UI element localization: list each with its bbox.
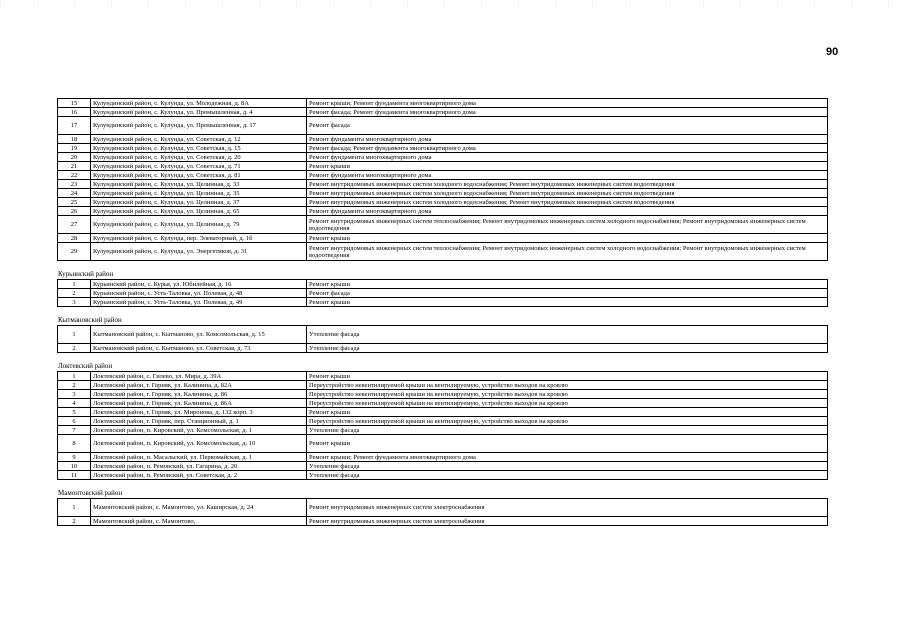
row-number-cell: 11 [58, 471, 91, 480]
table-row [58, 390, 828, 399]
page-number: 90 [826, 46, 839, 58]
row-number-cell: 25 [58, 198, 91, 207]
work-type-cell: Переустройство невентилируемой крыши на вентилируемую, устройство выходов на кровлю [307, 417, 828, 426]
work-type-cell: Утепление фасада [307, 462, 828, 471]
row-number-cell: 8 [58, 435, 91, 453]
address-cell: Курьинский район, с. Усть-Таловка, ул. Полевая, д. 49 [91, 298, 307, 307]
work-type-cell: Ремонт фундамента многоквартирного дома [307, 135, 828, 144]
table-row [58, 426, 828, 435]
table-row [58, 499, 828, 517]
address-cell: Кулундинский район, с. Кулунда, ул. Советская, д. 20 [91, 153, 307, 162]
table-row [58, 408, 828, 417]
work-type-cell: Утепление фасада [307, 471, 828, 480]
section-gap [57, 261, 828, 270]
table-row [58, 280, 828, 289]
table-row [58, 372, 828, 381]
work-type-cell: Ремонт крыши [307, 298, 828, 307]
table-row [58, 453, 828, 462]
address-cell: Кулундинский район, с. Кулунда, ул. Энергетиков, д. 31 [91, 243, 307, 261]
row-number-cell: 2 [58, 517, 91, 526]
address-cell: Кулундинский район, с. Кулунда, ул. Советская, д. 12 [91, 135, 307, 144]
address-cell: Кулундинский район, с. Кулунда, ул. Целинная, д. 33 [91, 180, 307, 189]
work-type-cell: Ремонт внутридомовых инженерных систем электроснабжения [307, 499, 828, 517]
table-row [58, 289, 828, 298]
table-row [58, 417, 828, 426]
table-row [58, 435, 828, 453]
table-row [58, 381, 828, 390]
address-cell: Кытмановский район, с. Кытманово, ул. Советская, д. 73 [91, 344, 307, 353]
table-row [58, 180, 828, 189]
row-number-cell: 21 [58, 162, 91, 171]
address-cell: Локтевский район, п. Кировский, ул. Комсомольская, д. 10 [91, 435, 307, 453]
table-row [58, 462, 828, 471]
work-type-cell: Ремонт крыши [307, 234, 828, 243]
work-type-cell: Утепление фасада [307, 426, 828, 435]
row-number-cell: 29 [58, 243, 91, 261]
work-type-cell: Ремонт внутридомовых инженерных систем холодного водоснабжения; Ремонт внутридомовых инженерных систем водоотведения [307, 189, 828, 198]
table-row [58, 99, 828, 108]
table-row [58, 171, 828, 180]
table-row [58, 144, 828, 153]
work-type-cell: Ремонт внутридомовых инженерных систем холодного водоснабжения; Ремонт внутридомовых инженерных систем водоотведения [307, 180, 828, 189]
address-cell: Кулундинский район, с. Кулунда, ул. Целинная, д. 35 [91, 189, 307, 198]
row-number-cell: 6 [58, 417, 91, 426]
table-row [58, 207, 828, 216]
row-number-cell: 9 [58, 453, 91, 462]
table-row [58, 216, 828, 234]
row-number-cell: 17 [58, 117, 91, 135]
table-row [58, 162, 828, 171]
row-number-cell: 24 [58, 189, 91, 198]
scan-artifact [0, 0, 904, 6]
row-number-cell: 26 [58, 207, 91, 216]
row-number-cell: 2 [58, 289, 91, 298]
work-type-cell: Переустройство невентилируемой крыши на вентилируемую, устройство выходов на кровлю [307, 390, 828, 399]
address-cell: Локтевский район, г. Горняк, ул. Миронова, д. 132 корп. 3 [91, 408, 307, 417]
address-cell: Кулундинский район, с. Кулунда, ул. Целинная, д. 79 [91, 216, 307, 234]
work-type-cell: Ремонт крыши; Ремонт фундамента многоквартирного дома [307, 99, 828, 108]
district-heading: Локтевский район [58, 362, 113, 370]
district-table [57, 498, 828, 526]
row-number-cell: 1 [58, 280, 91, 289]
work-type-cell: Ремонт крыши [307, 435, 828, 453]
district-heading: Мамонтовский район [58, 489, 123, 497]
row-number-cell: 2 [58, 381, 91, 390]
row-number-cell: 1 [58, 326, 91, 344]
address-cell: Локтевский район, п. Масальский, ул. Первомайская, д. 1 [91, 453, 307, 462]
work-type-cell: Ремонт фасада [307, 117, 828, 135]
table-row [58, 344, 828, 353]
section-gap [57, 307, 828, 316]
row-number-cell: 1 [58, 372, 91, 381]
work-type-cell: Ремонт фасада [307, 289, 828, 298]
table-row [58, 471, 828, 480]
row-number-cell: 4 [58, 399, 91, 408]
address-cell: Кулундинский район, с. Кулунда, ул. Советская, д. 71 [91, 162, 307, 171]
work-type-cell: Ремонт крыши [307, 162, 828, 171]
district-table [57, 371, 828, 480]
address-cell: Локтевский район, п. Ремовский, ул. Гагарина, д. 20 [91, 462, 307, 471]
district-heading: Кытмановский район [58, 316, 122, 324]
address-cell: Локтевский район, г. Горняк, ул. Калинина, д. 86 [91, 390, 307, 399]
table-row [58, 117, 828, 135]
row-number-cell: 28 [58, 234, 91, 243]
address-cell: Кулундинский район, с. Кулунда, ул. Молодежная, д. 8А [91, 99, 307, 108]
address-cell: Локтевский район, п. Кировский, ул. Комсомольская, д. 1 [91, 426, 307, 435]
table-row [58, 135, 828, 144]
table-row [58, 189, 828, 198]
work-type-cell: Ремонт внутридомовых инженерных систем теплоснабжения; Ремонт внутридомовых инженерных систем холодного водоснабжения; Ремонт внутридомовых инженерных систем водоотведения [307, 243, 828, 261]
table-row [58, 517, 828, 526]
row-number-cell: 3 [58, 390, 91, 399]
address-cell: Курьинский район, с. Курья, ул. Юбилейная, д. 16 [91, 280, 307, 289]
work-type-cell: Ремонт крыши [307, 408, 828, 417]
work-type-cell: Ремонт внутридомовых инженерных систем электроснабжения [307, 517, 828, 526]
row-number-cell: 7 [58, 426, 91, 435]
table-row [58, 234, 828, 243]
table-row [58, 243, 828, 261]
address-cell: Кулундинский район, с. Кулунда, ул. Целинная, д. 37 [91, 198, 307, 207]
work-type-cell: Ремонт внутридомовых инженерных систем холодного водоснабжения; Ремонт внутридомовых инженерных систем водоотведения [307, 198, 828, 207]
work-type-cell: Ремонт крыши; Ремонт фундамента многоквартирного дома [307, 453, 828, 462]
work-type-cell: Переустройство невентилируемой крыши на вентилируемую, устройство выходов на кровлю [307, 399, 828, 408]
table-row [58, 108, 828, 117]
section-gap [57, 353, 828, 362]
row-number-cell: 16 [58, 108, 91, 117]
work-type-cell: Ремонт крыши [307, 280, 828, 289]
address-cell: Локтевский район, г. Горняк, ул. Калинина, д. 82А [91, 381, 307, 390]
address-cell: Кулундинский район, с. Кулунда, ул. Советская, д. 15 [91, 144, 307, 153]
table-row [58, 326, 828, 344]
address-cell: Кулундинский район, с. Кулунда, ул. Советская, д. 81 [91, 171, 307, 180]
district-heading: Курьинский район [58, 270, 114, 278]
table-row [58, 399, 828, 408]
row-number-cell: 23 [58, 180, 91, 189]
work-type-cell: Ремонт фасада; Ремонт фундамента многоквартирного дома [307, 108, 828, 117]
address-cell: Кытмановский район, с. Кытманово, ул. Комсомольская, д. 15 [91, 326, 307, 344]
work-type-cell: Утепление фасада [307, 326, 828, 344]
document-body [57, 98, 828, 526]
work-type-cell: Ремонт фундамента многоквартирного дома [307, 171, 828, 180]
work-type-cell: Ремонт фундамента многоквартирного дома [307, 207, 828, 216]
address-cell: Кулундинский район, с. Кулунда, пер. Элеваторный, д. 1б [91, 234, 307, 243]
work-type-cell: Ремонт крыши [307, 372, 828, 381]
work-type-cell: Утепление фасада [307, 344, 828, 353]
row-number-cell: 18 [58, 135, 91, 144]
row-number-cell: 1 [58, 499, 91, 517]
district-table [57, 325, 828, 353]
address-cell: Мамонтовский район, с. Мамонтово, [91, 517, 307, 526]
table-row [58, 153, 828, 162]
table-row [58, 298, 828, 307]
row-number-cell: 5 [58, 408, 91, 417]
district-table [57, 98, 828, 261]
work-type-cell: Переустройство невентилируемой крыши на вентилируемую, устройство выходов на кровлю [307, 381, 828, 390]
address-cell: Локтевский район, п. Ремовский, ул. Советская, д. 2 [91, 471, 307, 480]
table-row [58, 198, 828, 207]
address-cell: Локтевский район, г. Горняк, ул. Калинина, д. 86А [91, 399, 307, 408]
address-cell: Кулундинский район, с. Кулунда, ул. Промышленная, д. 4 [91, 108, 307, 117]
address-cell: Локтевский район, с. Гилево, ул. Мира, д. 39А [91, 372, 307, 381]
work-type-cell: Ремонт фасада; Ремонт фундамента многоквартирного дома [307, 144, 828, 153]
row-number-cell: 20 [58, 153, 91, 162]
address-cell: Курьинский район, с. Усть-Таловка, ул. Полевая, д. 48 [91, 289, 307, 298]
district-table [57, 279, 828, 307]
row-number-cell: 2 [58, 344, 91, 353]
work-type-cell: Ремонт внутридомовых инженерных систем теплоснабжения; Ремонт внутридомовых инженерных систем холодного водоснабжения; Ремонт внутридомовых инженерных систем водоотведения [307, 216, 828, 234]
address-cell: Кулундинский район, с. Кулунда, ул. Целинная, д. 65 [91, 207, 307, 216]
address-cell: Локтевский район, г. Горняк, пер. Станционный, д. 1 [91, 417, 307, 426]
row-number-cell: 10 [58, 462, 91, 471]
row-number-cell: 3 [58, 298, 91, 307]
address-cell: Мамонтовский район, с. Мамонтово, ул. Каширская, д. 24 [91, 499, 307, 517]
row-number-cell: 27 [58, 216, 91, 234]
row-number-cell: 22 [58, 171, 91, 180]
address-cell: Кулундинский район, с. Кулунда, ул. Промышленная, д. 17 [91, 117, 307, 135]
row-number-cell: 19 [58, 144, 91, 153]
work-type-cell: Ремонт фундамента многоквартирного дома [307, 153, 828, 162]
section-gap [57, 480, 828, 489]
row-number-cell: 15 [58, 99, 91, 108]
